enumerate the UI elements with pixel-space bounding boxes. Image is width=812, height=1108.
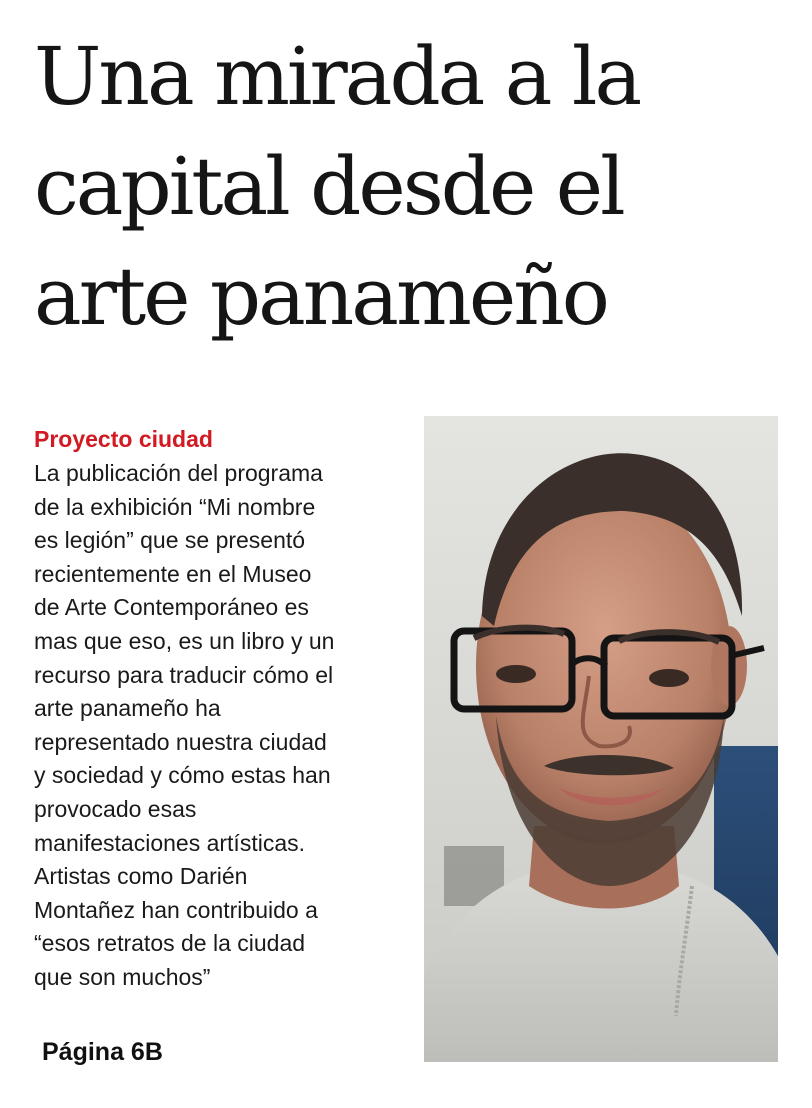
- body-line: recurso para traducir cómo el: [34, 661, 334, 688]
- portrait-illustration: [424, 416, 778, 1062]
- body-line: La publicación del programa: [34, 460, 323, 486]
- body-line: de Arte Contemporáneo es: [34, 594, 309, 621]
- body-line: recientemente en el Museo: [34, 560, 312, 587]
- body-line: de la exhibición “Mi nombre: [34, 493, 316, 520]
- body-line: Montañez han contribuido a: [34, 896, 318, 923]
- headline-line: capital desde el: [34, 140, 623, 233]
- body-line: representado nuestra ciudad: [34, 728, 327, 755]
- body-line: y sociedad y cómo estas han: [34, 762, 331, 789]
- body-line: que son muchos”: [34, 963, 211, 990]
- headline-line: arte panameño: [34, 250, 607, 343]
- body-line: “esos retratos de la ciudad: [34, 930, 306, 957]
- body-line: provocado esas: [34, 795, 197, 822]
- portrait-photo: [424, 416, 778, 1062]
- body-line: Artistas como Darién: [34, 863, 248, 890]
- article-body: [34, 457, 414, 995]
- headline-line: Una mirada a la: [34, 30, 640, 123]
- body-line: es legión” que se presentó: [34, 527, 306, 554]
- section-kicker: Proyecto ciudad: [34, 426, 213, 452]
- page-reference: Página 6B: [42, 1038, 163, 1066]
- body-line: mas que eso, es un libro y un: [34, 627, 335, 654]
- body-line: arte panameño ha: [34, 695, 221, 722]
- body-line: manifestaciones artísticas.: [34, 829, 306, 856]
- headline: [34, 22, 794, 352]
